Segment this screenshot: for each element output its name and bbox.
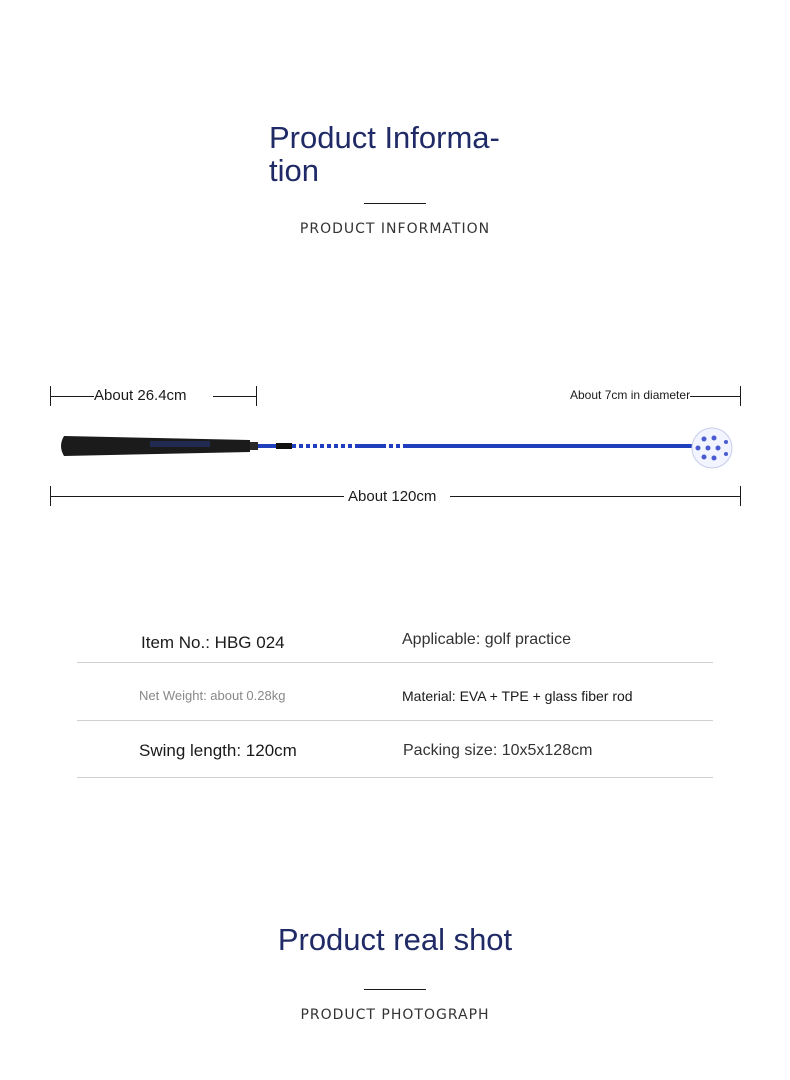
spec-item-no: Item No.: HBG 024	[141, 633, 285, 652]
ferrule	[250, 442, 258, 450]
section-photo-rule	[364, 989, 426, 990]
spec-applicable: Applicable: golf practice	[402, 631, 571, 648]
section-info-subtitle: PRODUCT INFORMATION	[299, 221, 491, 237]
grip-dim-right-tick	[256, 386, 257, 406]
section-info-title-line1: Product Informa-	[269, 120, 500, 155]
section-info-title-line2: tion	[269, 153, 319, 188]
section-info-rule	[364, 203, 426, 204]
spec-swing-length: Swing length: 120cm	[139, 741, 297, 760]
grip-accent	[150, 441, 210, 447]
section-photo-subtitle: PRODUCT PHOTOGRAPH	[300, 1007, 490, 1023]
grip-dim-line-left	[50, 396, 94, 397]
total-dim-line-left	[50, 496, 344, 497]
section-info-title	[269, 121, 569, 187]
total-dim-line-right	[450, 496, 740, 497]
spec-rule-3	[77, 777, 713, 778]
spec-rule-2	[77, 720, 713, 721]
spec-material: Material: EVA + TPE + glass fiber rod	[402, 688, 633, 704]
golf-trainer-illustration	[0, 425, 790, 475]
ball-dim-line	[690, 396, 740, 397]
spec-net-weight: Net Weight: about 0.28kg	[139, 688, 286, 703]
ball-dim-right-tick	[740, 386, 741, 406]
grip-dim-line-right	[213, 396, 257, 397]
ball-diameter-label: About 7cm in diameter	[570, 388, 691, 402]
section-photo-title: Product real shot	[277, 922, 513, 957]
dimension-diagram	[0, 370, 790, 520]
total-length-label: About 120cm	[348, 488, 437, 505]
spec-rule-1	[77, 662, 713, 663]
spec-packing-size: Packing size: 10x5x128cm	[403, 742, 593, 759]
total-dim-right-tick	[740, 486, 741, 506]
grip-length-label: About 26.4cm	[94, 387, 187, 404]
spec-table	[0, 620, 790, 790]
shaft-black-band	[276, 443, 292, 449]
